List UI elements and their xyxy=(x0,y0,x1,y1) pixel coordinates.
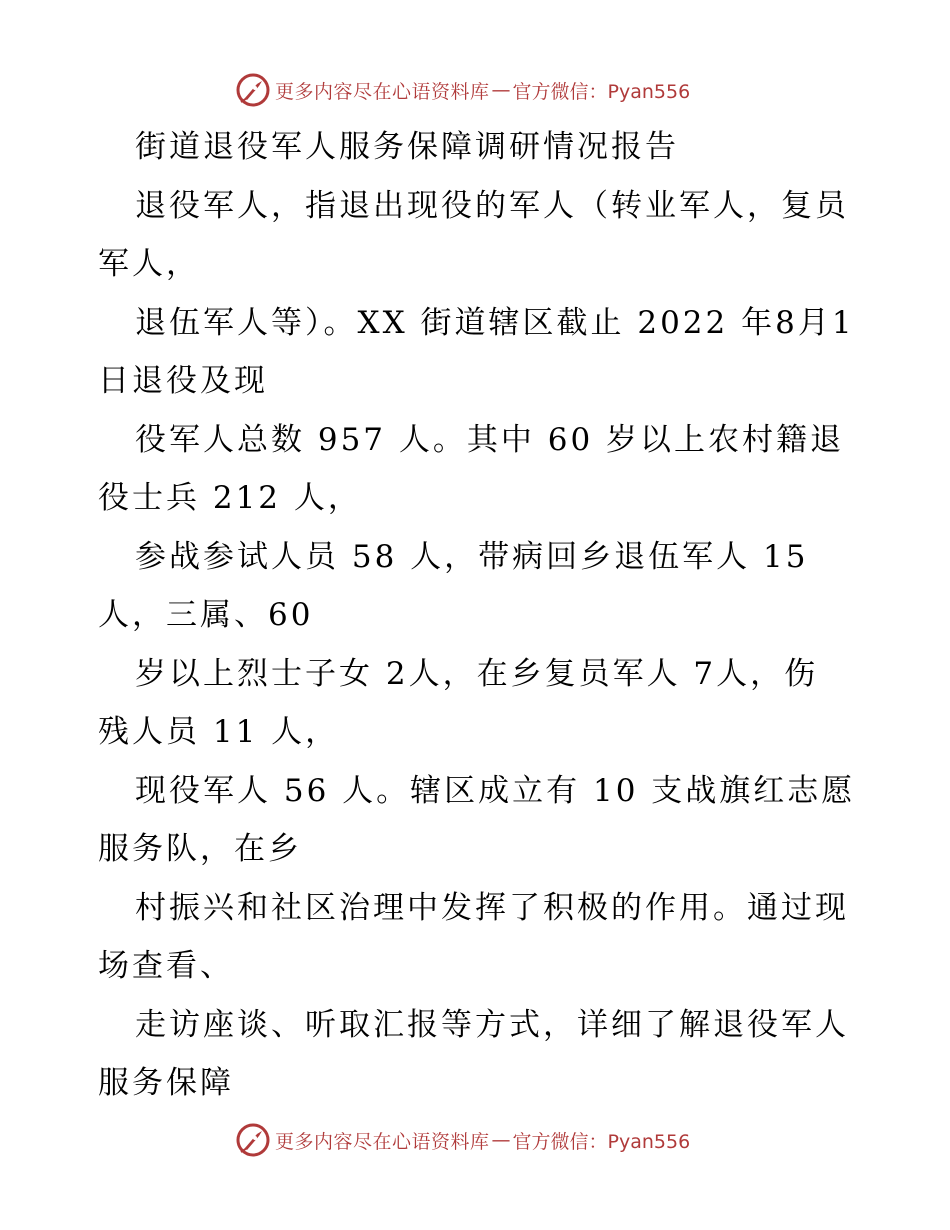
watermark-contact: 官方微信：Pyan556 xyxy=(512,80,691,103)
pen-nib-logo-icon xyxy=(235,72,271,108)
document-title: 街道退役军人服务保障调研情况报告 xyxy=(135,129,679,165)
text-line: 残人员 11 人， xyxy=(98,714,340,750)
watermark-separator: — xyxy=(491,79,511,101)
text-line: 参战参试人员 58 人，带病回乡退伍军人 15 xyxy=(135,538,809,575)
footer-watermark xyxy=(235,1120,690,1160)
watermark-text: 更多内容尽在心语资料库 xyxy=(275,1130,490,1153)
text-line: 岁以上烈士子女 2人，在乡复员军人 7人，伤 xyxy=(135,655,819,692)
pen-nib-logo-icon xyxy=(235,1122,271,1158)
text-line: 退役军人，指退出现役的军人（转业军人，复员 xyxy=(135,187,849,224)
text-line: 日退役及现 xyxy=(98,363,268,399)
text-line: 军人， xyxy=(98,246,200,282)
watermark-separator: — xyxy=(491,1129,511,1151)
text-line: 役士兵 212 人， xyxy=(98,480,362,516)
text-line: 服务队，在乡 xyxy=(98,831,302,867)
watermark-text: 更多内容尽在心语资料库 xyxy=(275,80,490,103)
text-line: 服务保障 xyxy=(98,1065,234,1101)
text-line: 场查看、 xyxy=(98,948,234,984)
text-line: 村振兴和社区治理中发挥了积极的作用。通过现 xyxy=(135,889,849,926)
text-line: 人，三属、60 xyxy=(98,597,314,633)
document-body xyxy=(98,118,858,1113)
watermark-contact: 官方微信：Pyan556 xyxy=(512,1130,691,1153)
text-line: 役军人总数 957 人。其中 60 岁以上农村籍退 xyxy=(135,421,845,458)
header-watermark xyxy=(235,70,690,110)
text-line: 走访座谈、听取汇报等方式，详细了解退役军人 xyxy=(135,1006,849,1043)
text-line: 现役军人 56 人。辖区成立有 10 支战旗红志愿 xyxy=(135,772,856,809)
text-line: 退伍军人等）。XX 街道辖区截止 2022 年8月1 xyxy=(135,304,855,341)
